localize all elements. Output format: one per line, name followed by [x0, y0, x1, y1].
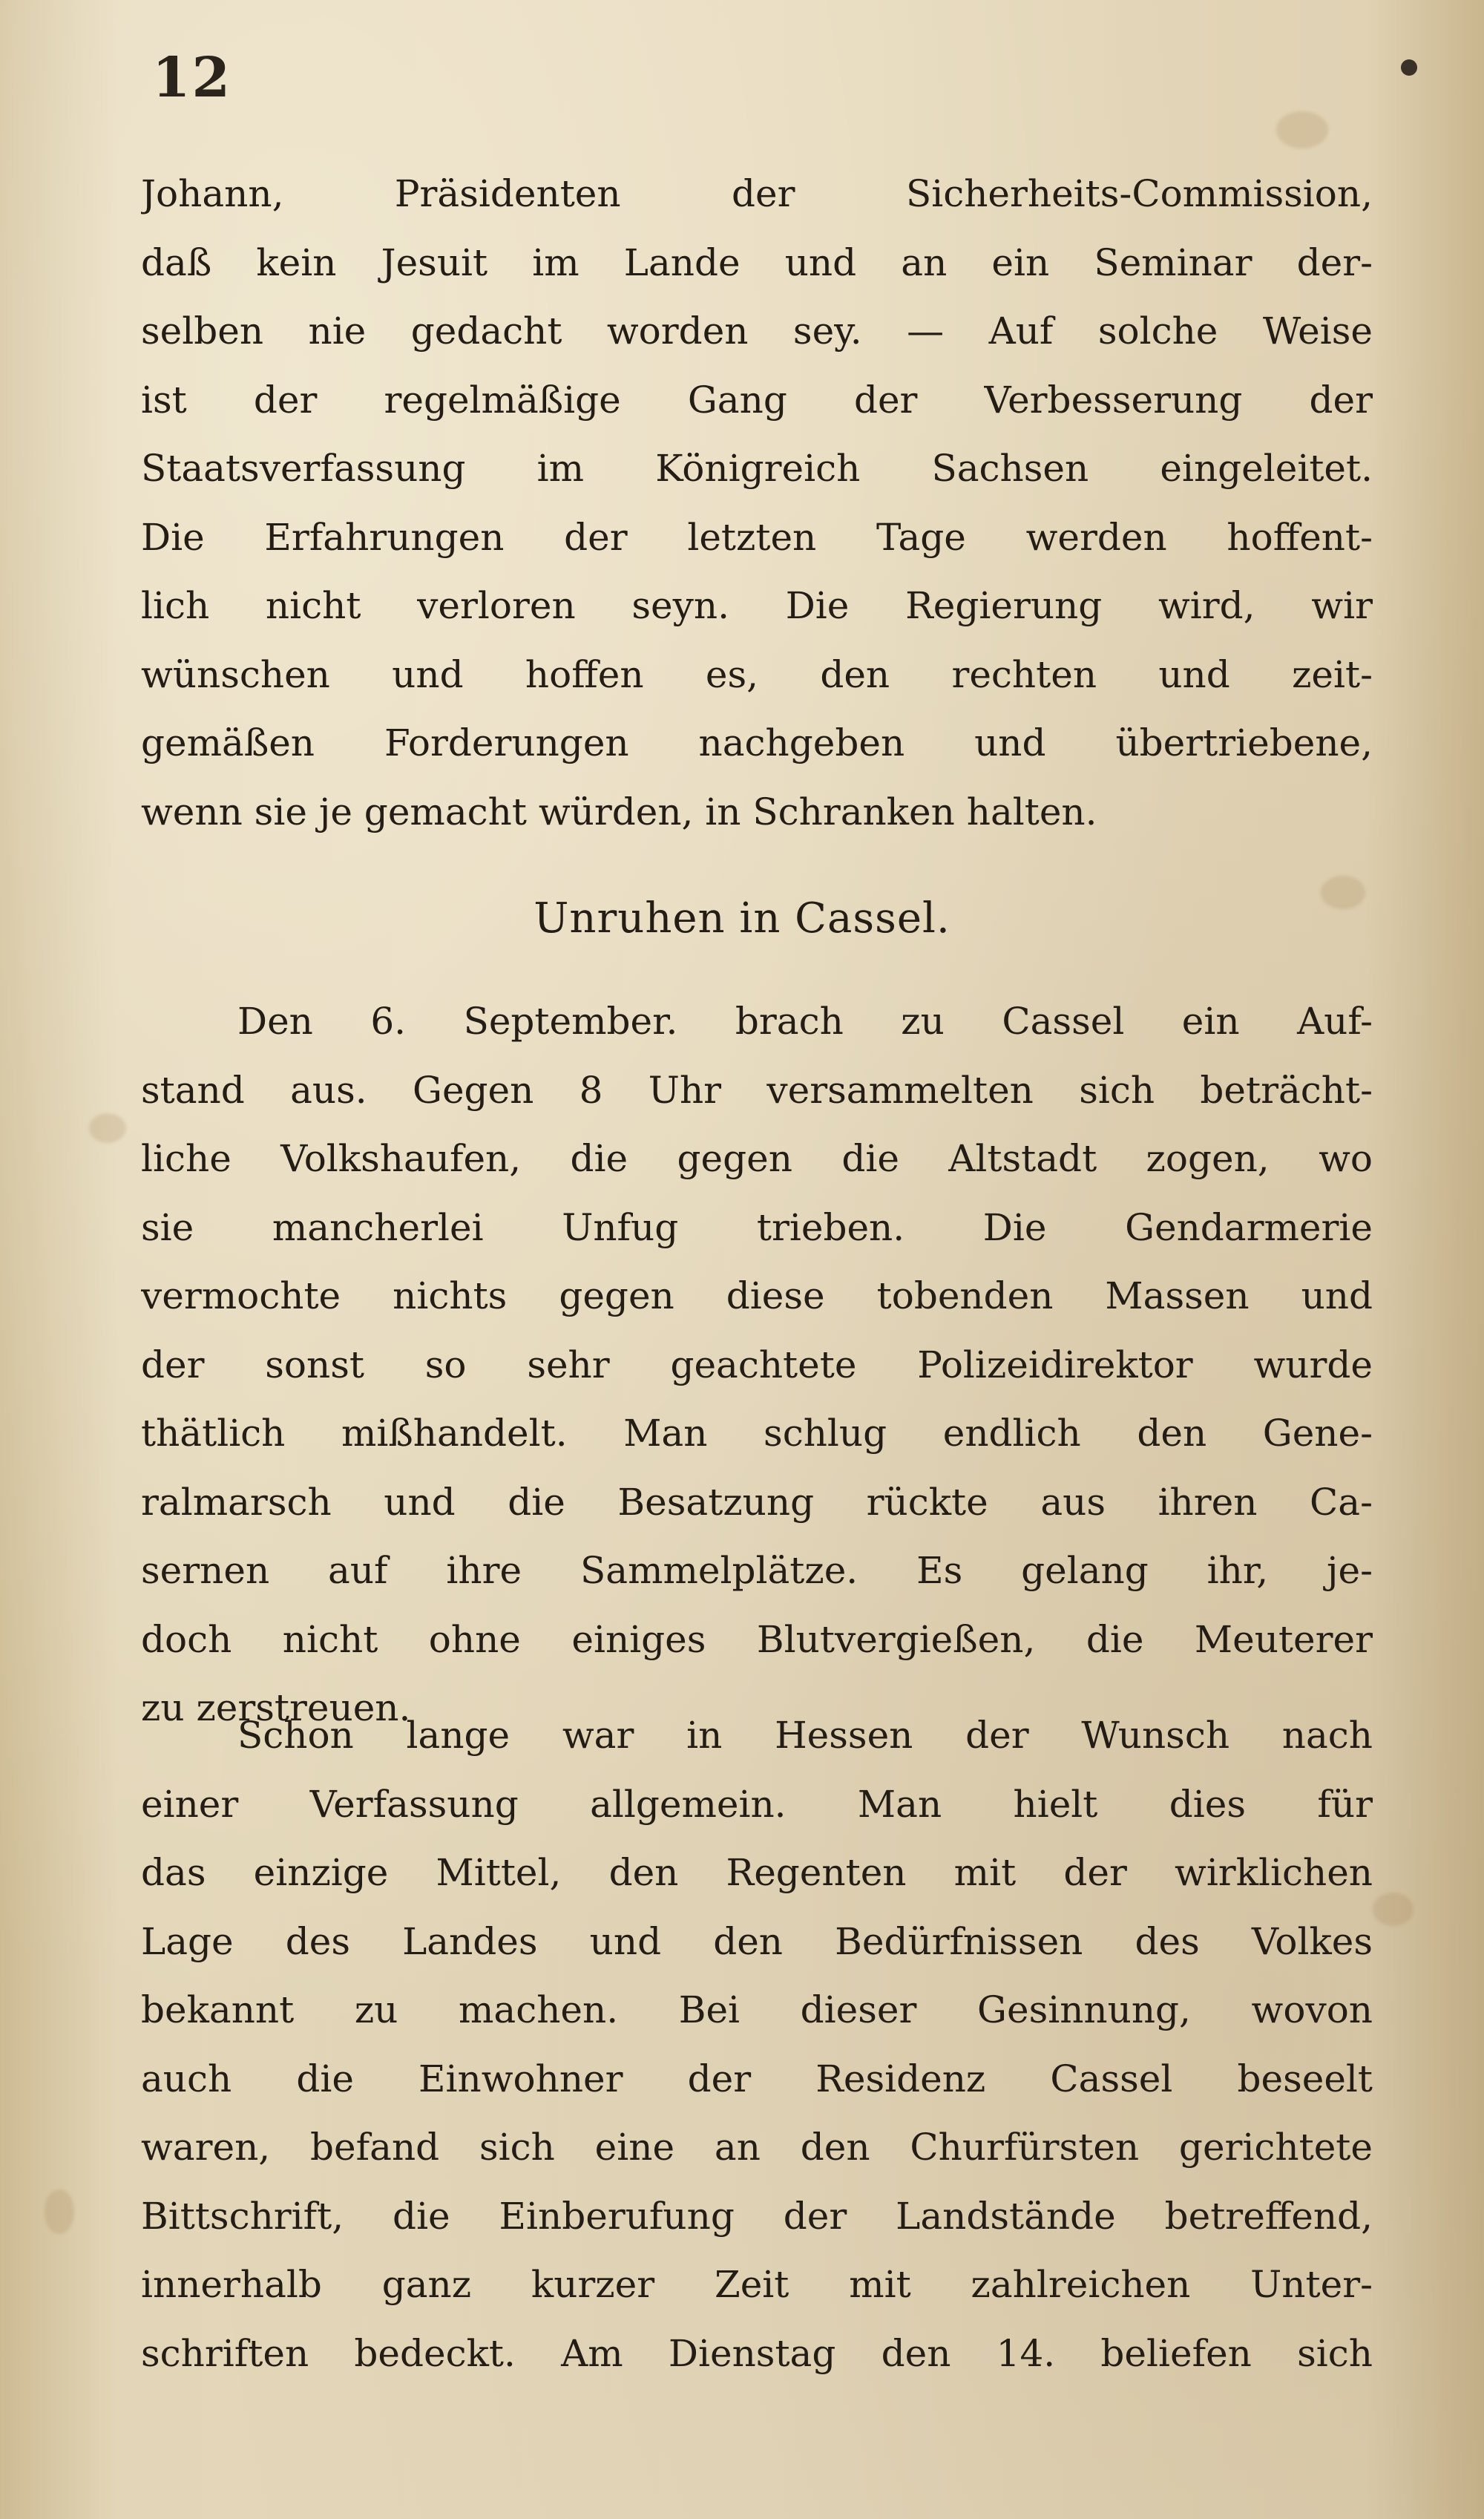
text-line: stand aus. Gegen 8 Uhr versammelten sich beträcht- — [141, 1068, 1373, 1112]
text-line: schriften bedeckt. Am Dienstag den 14. beliefen sich — [141, 2331, 1373, 2375]
paragraph-unrest — [141, 987, 1373, 1743]
text-line: innerhalb ganz kurzer Zeit mit zahlreichen Unter- — [141, 2263, 1373, 2306]
text-line: vermochte nichts gegen diese tobenden Massen und — [141, 1274, 1373, 1317]
text-line: doch nicht ohne einiges Blutvergießen, die Meuterer — [141, 1617, 1373, 1661]
text-line: Schon lange war in Hessen der Wunsch nach — [237, 1714, 1373, 1757]
text-line: sie mancherlei Unfug trieben. Die Gendarmerie — [141, 1205, 1373, 1249]
paper-stain — [45, 2189, 74, 2234]
paper-stain — [89, 1113, 126, 1143]
text-line: wenn sie je gemacht würden, in Schranken halten. — [141, 790, 1097, 833]
text-line: sernen auf ihre Sammelplätze. Es gelang ihr, je- — [141, 1549, 1373, 1592]
text-line: daß kein Jesuit im Lande und an ein Seminar der- — [141, 240, 1373, 284]
text-line: Staatsverfassung im Königreich Sachsen eingeleitet. — [141, 447, 1373, 490]
paper-stain — [1373, 1893, 1414, 1926]
text-line: zu zerstreuen. — [141, 1686, 411, 1729]
text-line: Bittschrift, die Einberufung der Landstände betreffend, — [141, 2194, 1373, 2238]
text-line: das einzige Mittel, den Regenten mit der wirklichen — [141, 1851, 1373, 1894]
text-line: wünschen und hoffen es, den rechten und zeit- — [141, 652, 1373, 696]
text-line: Den 6. September. brach zu Cassel ein Auf- — [237, 1000, 1373, 1043]
text-line: Lage des Landes und den Bedürfnissen des Volkes — [141, 1919, 1373, 1963]
text-line: Johann, Präsidenten der Sicherheits-Commission, — [141, 172, 1373, 215]
ink-mark — [1401, 59, 1417, 76]
text-line: waren, befand sich eine an den Churfürsten gerichtete — [141, 2126, 1373, 2169]
text-line: der sonst so sehr geachtete Polizeidirektor wurde — [141, 1343, 1373, 1386]
text-line: lich nicht verloren seyn. Die Regierung wird, wir — [141, 584, 1373, 627]
paragraph-constitution — [141, 1701, 1373, 2388]
text-line: gemäßen Forderungen nachgeben und übertriebene, — [141, 721, 1373, 764]
text-line: liche Volkshaufen, die gegen die Altstadt zogen, wo — [141, 1137, 1373, 1180]
page-number: 12 — [152, 46, 232, 110]
text-line: einer Verfassung allgemein. Man hielt dies für — [141, 1782, 1373, 1826]
continuation-paragraph — [141, 160, 1373, 846]
section-heading: Unruhen in Cassel. — [533, 894, 951, 943]
text-line: ralmarsch und die Besatzung rückte aus ihren Ca- — [141, 1480, 1373, 1524]
text-line: ist der regelmäßige Gang der Verbesserung der — [141, 378, 1373, 422]
text-line: selben nie gedacht worden sey. — Auf solche Weise — [141, 309, 1373, 353]
text-line: auch die Einwohner der Residenz Cassel beseelt — [141, 2057, 1373, 2100]
text-line: bekannt zu machen. Bei dieser Gesinnung, wovon — [141, 1988, 1373, 2031]
text-line: Die Erfahrungen der letzten Tage werden hoffent- — [141, 515, 1373, 559]
paper-stain — [1276, 111, 1328, 148]
text-line: thätlich mißhandelt. Man schlug endlich den Gene- — [141, 1412, 1373, 1455]
